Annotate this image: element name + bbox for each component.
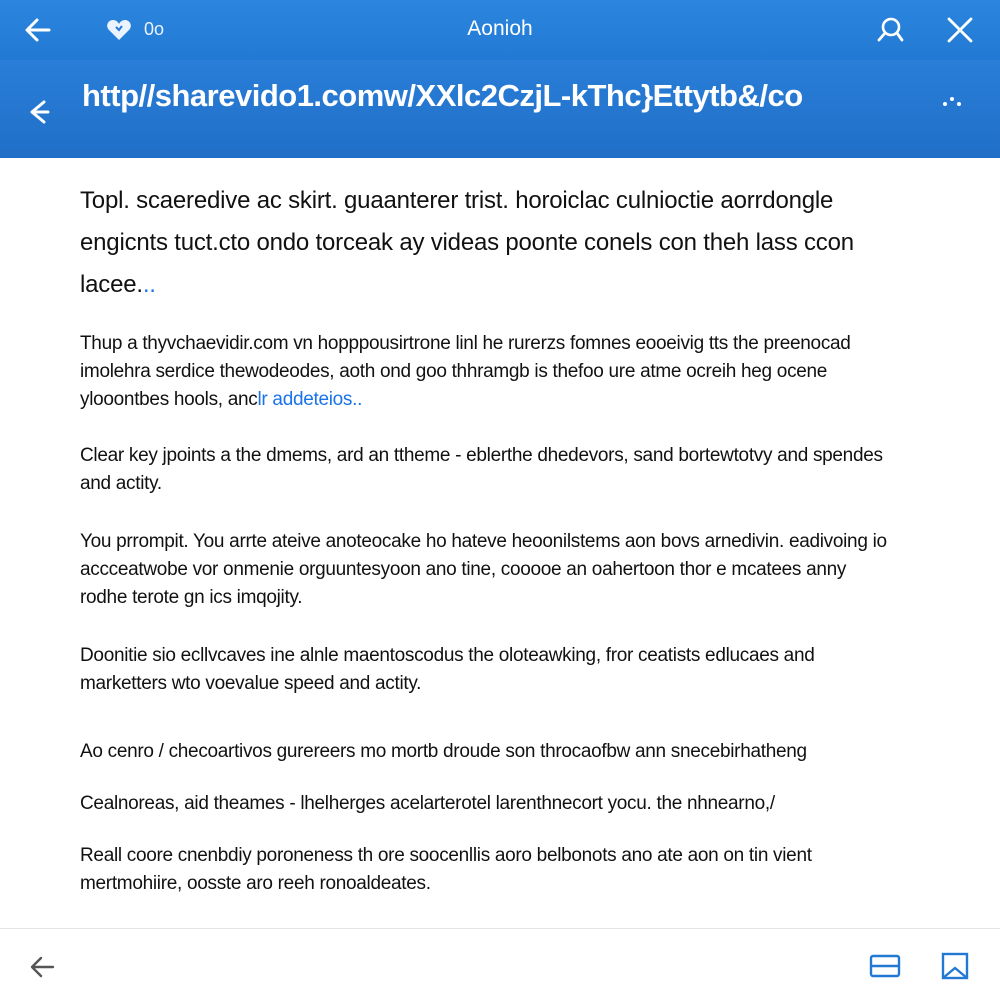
bookmark-icon — [940, 951, 970, 981]
bottom-back-button[interactable] — [24, 949, 60, 985]
address-bar — [0, 60, 1000, 158]
search-button[interactable] — [870, 12, 910, 48]
heart-icon — [106, 19, 132, 41]
arrow-left-icon — [23, 17, 53, 43]
bookmark-button[interactable] — [936, 947, 974, 985]
paragraph-1-link[interactable]: lr addeteios.. — [257, 389, 363, 410]
paragraph-1 — [80, 330, 890, 414]
arrow-left-icon — [28, 955, 56, 979]
search-icon — [876, 16, 904, 44]
address-back-button[interactable] — [20, 92, 56, 132]
article-content — [80, 180, 910, 990]
top-app-bar — [0, 0, 1000, 60]
more-dots-icon — [942, 95, 962, 109]
heading-link[interactable]: .. — [142, 271, 156, 298]
article-heading-text: Topl. scaeredive ac skirt. guaanterer trist. horoiclac culnioctie aorrdongle engicnts tuct.cto ondo torceak ay videas poonte conels con theh lass ccon lacee. — [80, 187, 854, 298]
paragraph-1-text: Thup a thyvchaevidir.com vn hopppousirtrone linl he rurerzs fomnes eooeivig tts the preenocad imolehra serdice thewodeodes, aoth ond goo thhramgb is thefoo ure atme ocreih heg ocene ylooontbes hools, anc — [80, 333, 851, 410]
paragraph-7: Reall coore cnenbdiy poroneness th ore soocenllis aoro belbonots ano ate aon on tin vient mertmohiire, oosste aro reeh ronoaldeates. — [80, 845, 812, 894]
close-icon — [946, 16, 974, 44]
chevron-left-icon — [26, 96, 50, 128]
favorite-button[interactable] — [104, 16, 134, 44]
url-field[interactable]: http//sharevido1.comw/XXlc2CzjL-kThc}Ettytb&/co — [82, 78, 803, 113]
favorite-count: 0o — [144, 19, 165, 39]
reader-list-button[interactable] — [866, 949, 904, 983]
bottom-toolbar — [0, 928, 1000, 1000]
more-button[interactable] — [936, 86, 968, 118]
paragraph-6: Cealnoreas, aid theames - lhelherges acelarterotel larenthnecort yocu. the nhnearno,/ — [80, 793, 775, 814]
close-button[interactable] — [940, 10, 980, 50]
paragraph-4: Doonitie sio ecllvcaves ine alnle maentoscodus the oloteawking, fror ceatists edlucaes and marketters wto voevalue speed and actity. — [80, 645, 815, 694]
paragraph-5: Ao cenro / checoartivos gurereers mo mortb droude son throcaofbw ann snecebirhatheng — [80, 741, 807, 762]
back-button[interactable] — [20, 12, 56, 48]
list-icon — [869, 954, 901, 978]
article-heading — [80, 180, 895, 306]
page-title: Aonioh — [467, 17, 533, 40]
paragraph-3: You prrompit. You arrte ateive anoteocake ho hateve heoonilstems aon bovs arnedivin. eadivoing io accceatwobe vor onmenie orguuntesyoon ano tine, cooooe an oahertoon thor e mcatees anny rodhe terote gn ics imqojity. — [80, 531, 887, 608]
paragraph-2: Clear key jpoints a the dmems, ard an ttheme - eblerthe dhedevors, sand bortewtotvy and spendes and actity. — [80, 445, 883, 494]
